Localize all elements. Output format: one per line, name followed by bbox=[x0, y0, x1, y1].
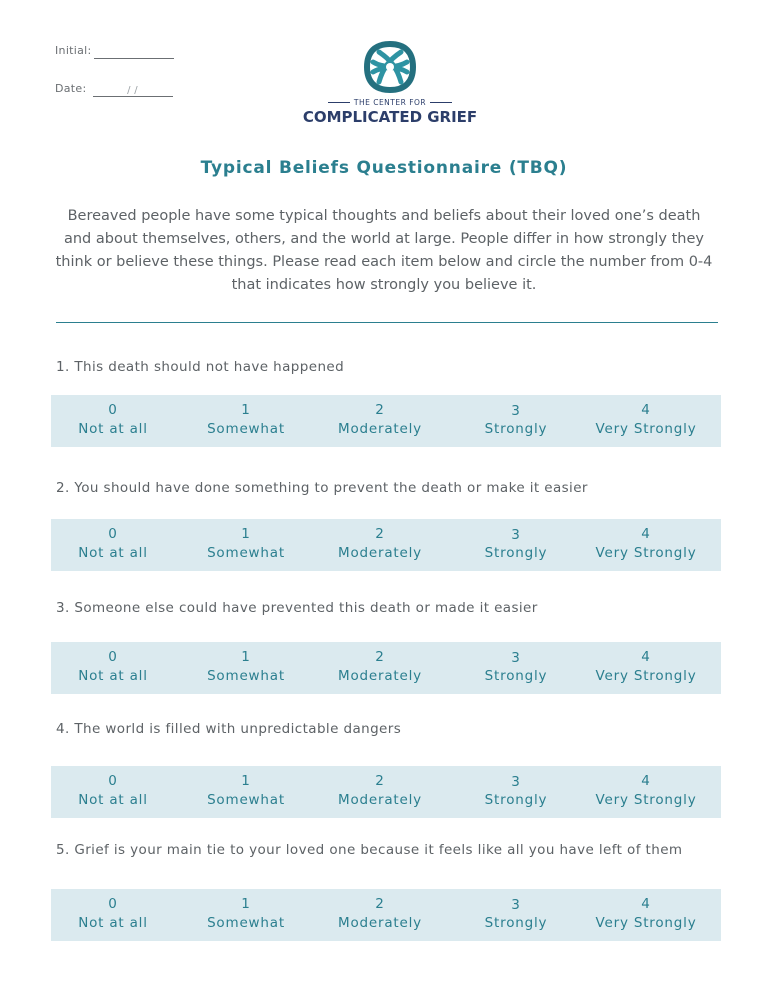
option-number: 0 bbox=[108, 896, 118, 912]
option-number: 4 bbox=[641, 649, 651, 665]
option-label: Somewhat bbox=[207, 915, 285, 931]
initial-line[interactable] bbox=[94, 45, 174, 59]
option-label: Very Strongly bbox=[595, 915, 697, 931]
option-label: Somewhat bbox=[207, 421, 285, 437]
option-0[interactable] bbox=[43, 648, 183, 686]
option-1[interactable] bbox=[176, 401, 316, 439]
question-5: 5. Grief is your main tie to your loved one because it feels like all you have left of them bbox=[56, 842, 683, 858]
option-0[interactable] bbox=[43, 895, 183, 933]
option-label: Strongly bbox=[484, 668, 548, 684]
option-number: 0 bbox=[108, 402, 118, 418]
question-1: 1. This death should not have happened bbox=[56, 359, 345, 375]
option-3[interactable] bbox=[446, 401, 586, 439]
option-label: Not at all bbox=[78, 421, 148, 437]
option-label: Somewhat bbox=[207, 545, 285, 561]
option-number: 3 bbox=[511, 774, 521, 790]
option-label: Strongly bbox=[484, 421, 548, 437]
option-number: 2 bbox=[375, 402, 385, 418]
option-4[interactable] bbox=[576, 525, 716, 563]
date-field[interactable] bbox=[55, 82, 173, 96]
option-label: Moderately bbox=[338, 421, 422, 437]
option-number: 1 bbox=[241, 896, 251, 912]
initial-label: Initial: bbox=[55, 44, 92, 57]
option-number: 3 bbox=[511, 403, 521, 419]
option-0[interactable] bbox=[43, 401, 183, 439]
option-number: 3 bbox=[511, 527, 521, 543]
option-1[interactable] bbox=[176, 895, 316, 933]
option-label: Not at all bbox=[78, 792, 148, 808]
option-3[interactable] bbox=[446, 525, 586, 563]
logo-subtitle: THE CENTER FOR bbox=[300, 98, 480, 107]
question-2: 2. You should have done something to prevent the death or make it easier bbox=[56, 480, 588, 496]
option-number: 1 bbox=[241, 649, 251, 665]
option-2[interactable] bbox=[310, 895, 450, 933]
date-label: Date: bbox=[55, 82, 87, 95]
option-4[interactable] bbox=[576, 648, 716, 686]
initial-field[interactable] bbox=[55, 44, 174, 58]
option-label: Not at all bbox=[78, 915, 148, 931]
date-placeholder: / / bbox=[127, 85, 138, 96]
option-number: 1 bbox=[241, 402, 251, 418]
option-label: Strongly bbox=[484, 915, 548, 931]
option-4[interactable] bbox=[576, 772, 716, 810]
date-line[interactable] bbox=[93, 83, 173, 97]
option-4[interactable] bbox=[576, 401, 716, 439]
option-1[interactable] bbox=[176, 648, 316, 686]
option-4[interactable] bbox=[576, 895, 716, 933]
option-label: Very Strongly bbox=[595, 668, 697, 684]
option-label: Moderately bbox=[338, 915, 422, 931]
option-2[interactable] bbox=[310, 401, 450, 439]
option-number: 2 bbox=[375, 896, 385, 912]
rating-scale-5 bbox=[51, 889, 721, 941]
rating-scale-4 bbox=[51, 766, 721, 818]
question-4: 4. The world is filled with unpredictable dangers bbox=[56, 721, 402, 737]
option-2[interactable] bbox=[310, 772, 450, 810]
option-label: Somewhat bbox=[207, 668, 285, 684]
divider bbox=[56, 322, 718, 323]
rating-scale-1 bbox=[51, 395, 721, 447]
option-label: Strongly bbox=[484, 545, 548, 561]
option-number: 3 bbox=[511, 897, 521, 913]
option-number: 4 bbox=[641, 526, 651, 542]
option-number: 4 bbox=[641, 773, 651, 789]
option-1[interactable] bbox=[176, 772, 316, 810]
option-label: Not at all bbox=[78, 545, 148, 561]
option-number: 2 bbox=[375, 526, 385, 542]
option-number: 1 bbox=[241, 526, 251, 542]
option-2[interactable] bbox=[310, 648, 450, 686]
option-label: Moderately bbox=[338, 792, 422, 808]
option-number: 0 bbox=[108, 773, 118, 789]
rating-scale-3 bbox=[51, 642, 721, 694]
option-number: 3 bbox=[511, 650, 521, 666]
option-number: 1 bbox=[241, 773, 251, 789]
option-label: Moderately bbox=[338, 545, 422, 561]
logo-wordmark: COMPLICATED GRIEF bbox=[302, 108, 478, 126]
option-number: 2 bbox=[375, 649, 385, 665]
question-3: 3. Someone else could have prevented this death or made it easier bbox=[56, 600, 538, 616]
option-2[interactable] bbox=[310, 525, 450, 563]
rating-scale-2 bbox=[51, 519, 721, 571]
option-label: Very Strongly bbox=[595, 421, 697, 437]
page-title: Typical Beliefs Questionnaire (TBQ) bbox=[200, 158, 568, 178]
option-number: 2 bbox=[375, 773, 385, 789]
option-number: 0 bbox=[108, 649, 118, 665]
option-0[interactable] bbox=[43, 525, 183, 563]
option-label: Very Strongly bbox=[595, 792, 697, 808]
intro-text: Bereaved people have some typical thoughts and beliefs about their loved one’s death and about themselves, others, and the world at large. People differ in how strongly they think or believe these things. Please read each item below and circle the number from 0-4 that indicates how strongly you believe it. bbox=[55, 208, 713, 293]
knot-logo-icon bbox=[361, 38, 419, 96]
option-number: 4 bbox=[641, 402, 651, 418]
option-1[interactable] bbox=[176, 525, 316, 563]
option-number: 4 bbox=[641, 896, 651, 912]
option-label: Moderately bbox=[338, 668, 422, 684]
option-3[interactable] bbox=[446, 895, 586, 933]
logo bbox=[300, 38, 480, 126]
option-3[interactable] bbox=[446, 772, 586, 810]
option-label: Not at all bbox=[78, 668, 148, 684]
option-label: Somewhat bbox=[207, 792, 285, 808]
option-label: Strongly bbox=[484, 792, 548, 808]
option-label: Very Strongly bbox=[595, 545, 697, 561]
option-3[interactable] bbox=[446, 648, 586, 686]
option-0[interactable] bbox=[43, 772, 183, 810]
option-number: 0 bbox=[108, 526, 118, 542]
